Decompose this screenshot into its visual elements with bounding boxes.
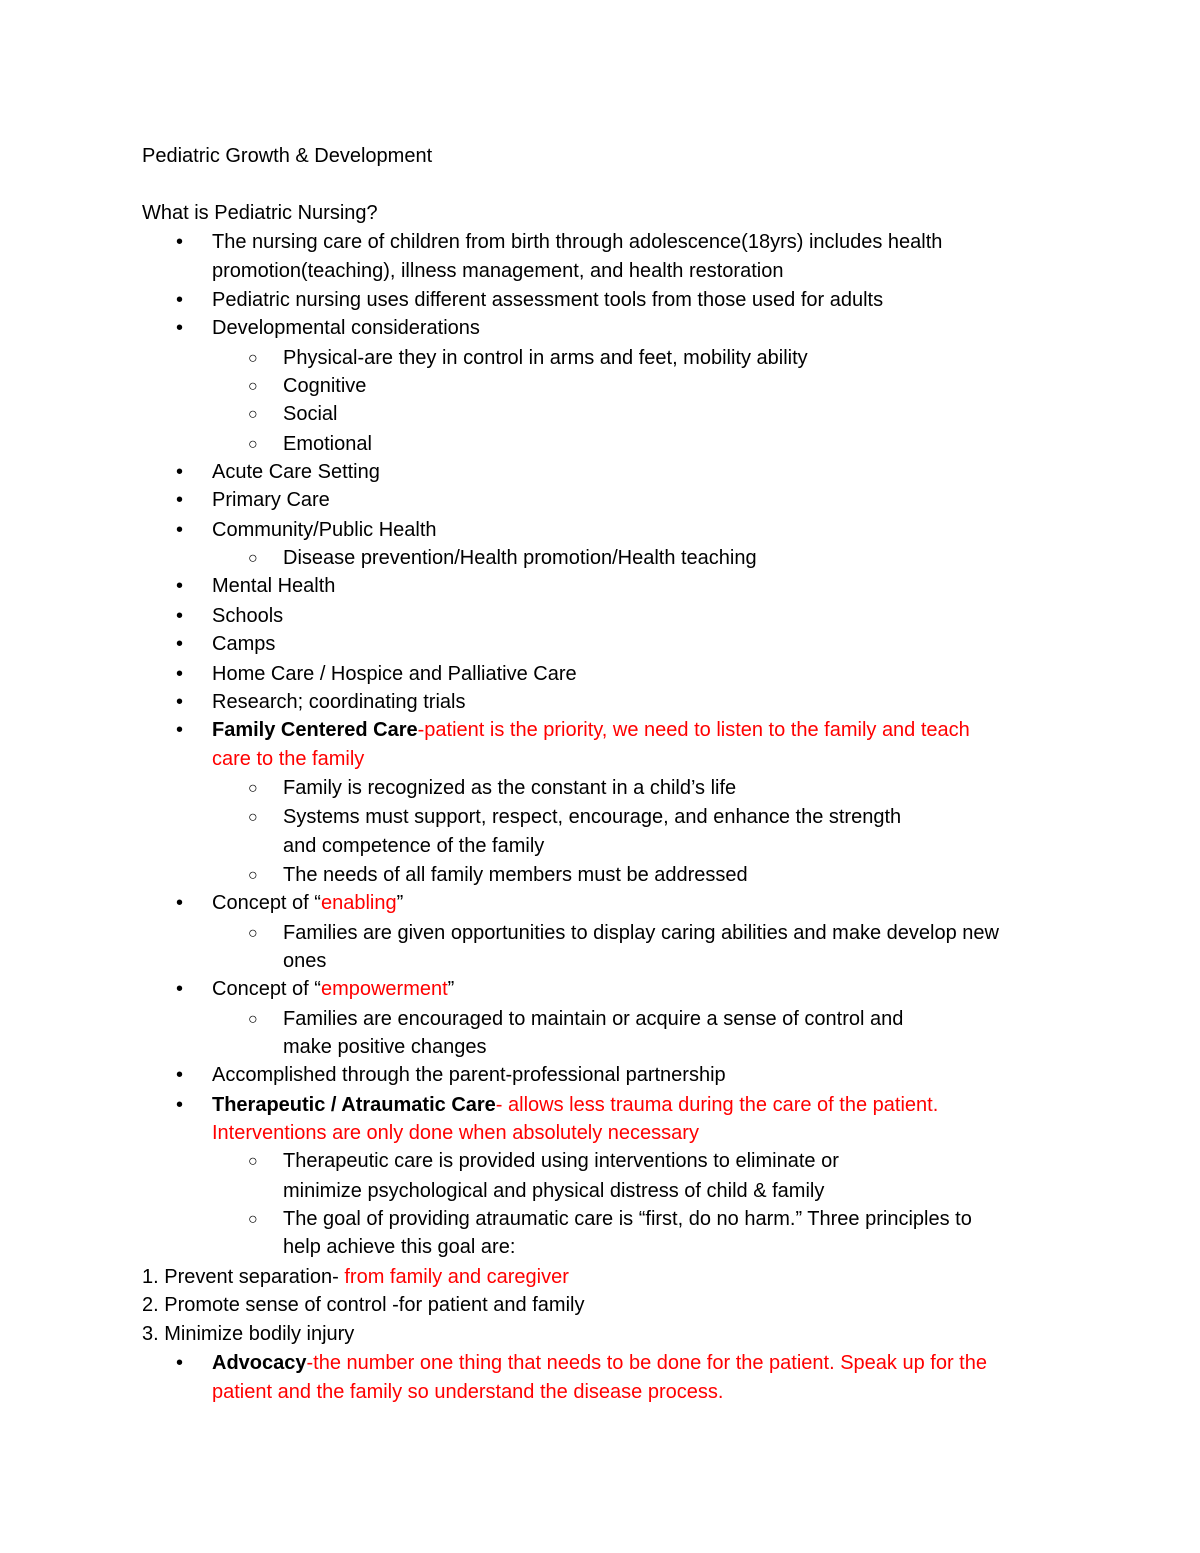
item-number: 2. — [142, 1294, 159, 1316]
term-family-centered-care: Family Centered Care — [212, 719, 418, 741]
sub-item-text: Family is recognized as the constant in a child’s life — [283, 777, 737, 799]
section-question: What is Pediatric Nursing? — [142, 202, 378, 224]
sub-item-text: The needs of all family members must be addressed — [283, 864, 748, 886]
numbered-item-2 — [142, 1291, 584, 1320]
red-note: -patient is the priority, we need to listen to the family and teach — [417, 719, 970, 741]
list-item-text: Concept of “ — [212, 892, 321, 914]
list-item-text: Home Care / Hospice and Palliative Care — [212, 663, 577, 685]
sub-item-text: Disease prevention/Health promotion/Health teaching — [283, 547, 757, 569]
bullet-icon: • — [176, 231, 184, 253]
circle-bullet-icon: ○ — [248, 867, 258, 884]
sub-item-text: and competence of the family — [283, 835, 545, 857]
sub-item-text: The goal of providing atraumatic care is “first, do no harm.” Three principles to — [283, 1208, 972, 1230]
circle-bullet-icon: ○ — [248, 436, 258, 453]
circle-bullet-icon: ○ — [248, 1211, 258, 1228]
sub-item-text: minimize psychological and physical distress of child & family — [283, 1180, 825, 1202]
bullet-icon: • — [176, 289, 184, 311]
numbered-item-1 — [142, 1263, 569, 1292]
bullet-icon: • — [176, 633, 184, 655]
bullet-icon: • — [176, 489, 184, 511]
list-item-text: Camps — [212, 633, 276, 655]
sub-item-text: help achieve this goal are: — [283, 1236, 516, 1258]
list-item-text: Primary Care — [212, 489, 330, 511]
numbered-item-3 — [142, 1320, 354, 1349]
bullet-icon: • — [176, 317, 184, 339]
circle-bullet-icon: ○ — [248, 925, 258, 942]
list-item-text: promotion(teaching), illness management, and health restoration — [212, 260, 784, 282]
list-item-text: Pediatric nursing uses different assessment tools from those used for adults — [212, 289, 884, 311]
red-note: from family and caregiver — [338, 1266, 569, 1288]
list-item-text: Schools — [212, 605, 284, 627]
atraumatic-care-item — [212, 1091, 938, 1120]
term-enabling: enabling — [320, 892, 397, 914]
red-note: patient and the family so understand the disease process. — [212, 1381, 724, 1403]
bullet-icon: • — [176, 1064, 184, 1086]
sub-item-text: Social — [283, 403, 338, 425]
list-item-text: Community/Public Health — [212, 519, 437, 541]
sub-item-text: Physical-are they in control in arms and feet, mobility ability — [283, 347, 808, 369]
item-number: 3. — [142, 1323, 159, 1345]
sub-item-text: Cognitive — [283, 375, 367, 397]
circle-bullet-icon: ○ — [248, 1153, 258, 1170]
bullet-icon: • — [176, 605, 184, 627]
red-note: Interventions are only done when absolutely necessary — [212, 1122, 699, 1144]
circle-bullet-icon: ○ — [248, 406, 258, 423]
item-text: Minimize bodily injury — [158, 1323, 355, 1345]
sub-item-text: Emotional — [283, 433, 372, 455]
list-item-text: Concept of “ — [212, 978, 321, 1000]
bullet-icon: • — [176, 1352, 184, 1374]
item-text: Promote sense of control -for patient and family — [158, 1294, 585, 1316]
list-item-text: Accomplished through the parent-professional partnership — [212, 1064, 726, 1086]
sub-item-text: ones — [283, 950, 327, 972]
family-centered-care-item — [212, 716, 970, 745]
sub-item-text: Therapeutic care is provided using interventions to eliminate or — [283, 1150, 839, 1172]
list-item-text: Research; coordinating trials — [212, 691, 466, 713]
list-item-text: Developmental considerations — [212, 317, 480, 339]
list-item-text: The nursing care of children from birth through adolescence(18yrs) includes health — [212, 231, 943, 253]
bullet-icon: • — [176, 892, 184, 914]
circle-bullet-icon: ○ — [248, 378, 258, 395]
circle-bullet-icon: ○ — [248, 809, 258, 826]
circle-bullet-icon: ○ — [248, 1011, 258, 1028]
sub-item-text: make positive changes — [283, 1036, 487, 1058]
bullet-icon: • — [176, 691, 184, 713]
term-empowerment: empowerment — [320, 978, 448, 1000]
sub-item-text: Systems must support, respect, encourage, and enhance the strength — [283, 806, 902, 828]
item-number: 1. — [142, 1266, 159, 1288]
bullet-icon: • — [176, 719, 184, 741]
empowerment-item — [212, 975, 454, 1004]
bullet-icon: • — [176, 1094, 184, 1116]
red-note: - allows less trauma during the care of the patient. — [495, 1094, 939, 1116]
enabling-item — [212, 889, 403, 918]
red-note: care to the family — [212, 748, 365, 770]
item-text: Prevent separation- — [158, 1266, 339, 1288]
bullet-icon: • — [176, 519, 184, 541]
closing-quote: ” — [396, 892, 404, 914]
list-item-text: Mental Health — [212, 575, 336, 597]
bullet-icon: • — [176, 575, 184, 597]
advocacy-item — [212, 1349, 987, 1378]
document-title: Pediatric Growth & Development — [142, 145, 433, 167]
bullet-icon: • — [176, 663, 184, 685]
sub-item-text: Families are encouraged to maintain or acquire a sense of control and — [283, 1008, 904, 1030]
closing-quote: ” — [447, 978, 455, 1000]
term-advocacy: Advocacy — [212, 1352, 307, 1374]
bullet-icon: • — [176, 978, 184, 1000]
red-note: -the number one thing that needs to be done for the patient. Speak up for the — [306, 1352, 987, 1374]
list-item-text: Acute Care Setting — [212, 461, 380, 483]
bullet-icon: • — [176, 461, 184, 483]
circle-bullet-icon: ○ — [248, 350, 258, 367]
sub-item-text: Families are given opportunities to display caring abilities and make develop new — [283, 922, 999, 944]
term-atraumatic-care: Therapeutic / Atraumatic Care — [212, 1094, 496, 1116]
circle-bullet-icon: ○ — [248, 780, 258, 797]
circle-bullet-icon: ○ — [248, 550, 258, 567]
